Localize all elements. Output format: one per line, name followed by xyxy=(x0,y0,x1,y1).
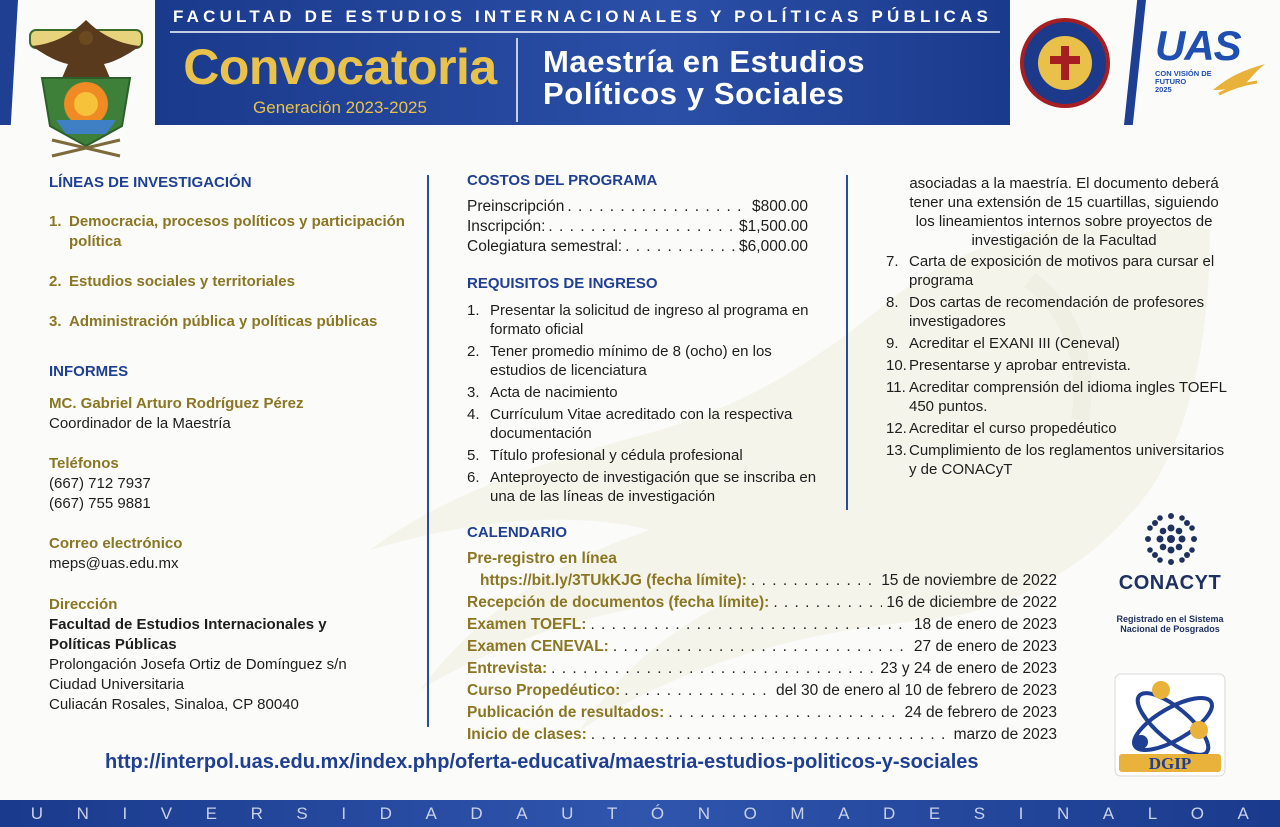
email-label: Correo electrónico xyxy=(49,535,183,552)
research-lines-list xyxy=(49,212,419,352)
email-block xyxy=(49,534,419,574)
footer-letter: Ó xyxy=(650,804,665,823)
address-line-2: Ciudad Universitaria xyxy=(49,676,185,693)
calendar-row: Entrevista: . . . 23 y 24 de enero de 2023 xyxy=(467,658,1057,680)
calendar-row: Examen TOEFL: . . . 18 de enero de 2023 xyxy=(467,614,1057,636)
column-divider-2 xyxy=(846,175,848,510)
footer-letter: E xyxy=(205,804,218,823)
list-item: 1. Presentar la solicitud de ingreso al programa en formato oficial xyxy=(467,302,809,338)
program-url-link[interactable]: http://interpol.uas.edu.mx/index.php/oferta-educativa/maestria-estudios-politicos-y-sociales xyxy=(105,751,979,773)
requirements-title: REQUISITOS DE INGRESO xyxy=(467,275,658,292)
footer-letter: V xyxy=(160,804,173,823)
footer-letter: I xyxy=(1018,804,1024,823)
list-item: 4. Currículum Vitae acreditado con la respectiva documentación xyxy=(467,406,793,442)
conacyt-dots-icon xyxy=(1140,508,1202,570)
phone-number-2[interactable]: (667) 755 9881 xyxy=(49,495,151,512)
footer-letter: L xyxy=(1147,804,1158,823)
list-item: 11. Acreditar comprensión del idioma ingles TOEFL 450 puntos. xyxy=(886,379,1227,415)
footer-letter: O xyxy=(743,804,757,823)
footer-letter: N xyxy=(1056,804,1070,823)
faculty-name: FACULTAD DE ESTUDIOS INTERNACIONALES Y POLÍTICAS PÚBLICAS xyxy=(172,7,992,26)
list-item: 2. Tener promedio mínimo de 8 (ocho) en los estudios de licenciatura xyxy=(467,343,772,379)
footer-letter: O xyxy=(1190,804,1204,823)
footer-letter: M xyxy=(790,804,805,823)
footer-letter: D xyxy=(470,804,483,823)
list-item: 3. Acta de nacimiento xyxy=(467,384,618,401)
cost-row: Inscripción: . . . $1,500.00 xyxy=(467,217,808,237)
calendar-row: Curso Propedéutico: . . . del 30 de enero al 10 de febrero de 2023 xyxy=(467,680,1057,702)
requirements-list xyxy=(467,301,817,509)
address-line-1: Prolongación Josefa Ortiz de Domínguez s/n xyxy=(49,656,347,673)
uas-logo xyxy=(1155,22,1265,102)
calendar-row: https://bit.ly/3TUkKJG (fecha límite): . . . 15 de noviembre de 2022 xyxy=(480,570,1057,592)
footer-letter: U xyxy=(561,804,574,823)
footer-university-name xyxy=(0,804,1280,824)
uas-logo-word: UAS xyxy=(1155,22,1241,69)
footer-letter: S xyxy=(296,804,308,823)
calendar-row: Publicación de resultados: . . . 24 de febrero de 2023 xyxy=(467,702,1057,724)
generation-label: Generación 2023-2025 xyxy=(253,98,427,117)
phone-number-1[interactable]: (667) 712 7937 xyxy=(49,475,151,492)
list-item: 9. Acreditar el EXANI III (Ceneval) xyxy=(886,335,1120,352)
phones-label: Teléfonos xyxy=(49,455,119,472)
address-block xyxy=(49,595,419,715)
list-item: 8. Dos cartas de recomendación de profesores investigadores xyxy=(886,294,1205,330)
program-name xyxy=(543,46,1003,110)
address-org: Facultad de Estudios Internacionales y Políticas Públicas xyxy=(49,616,327,653)
footer-letter: S xyxy=(973,804,986,823)
university-crest-icon xyxy=(22,8,150,158)
requirement-6-continuation: asociadas a la maestría. El documento deberá tener una extensión de 15 cuartillas, siguiendo los lineamientos internos sobre proyectos de investigación de la Facultad xyxy=(909,175,1219,249)
dgip-logo-icon xyxy=(1113,672,1227,778)
footer-letter: N xyxy=(697,804,710,823)
coordinator-block xyxy=(49,394,419,434)
faculty-seal-icon xyxy=(1020,18,1110,108)
list-item: 12. Acreditar el curso propedéutico xyxy=(886,420,1117,437)
cost-row: Preinscripción . . . $800.00 xyxy=(467,197,808,217)
phones-block xyxy=(49,454,419,514)
footer-letter: I xyxy=(122,804,128,823)
email-link[interactable]: meps@uas.edu.mx xyxy=(49,555,179,572)
footer-letter: U xyxy=(30,804,44,823)
list-item: 3. Administración pública y políticas públicas xyxy=(49,313,378,330)
footer-letter: A xyxy=(1237,804,1249,823)
list-item: 13. Cumplimiento de los reglamentos universitarios y de CONACyT xyxy=(886,442,1225,478)
coordinator-role: Coordinador de la Maestría xyxy=(49,415,231,432)
program-name-line1: Maestría en Estudios xyxy=(543,44,866,79)
list-item: 10. Presentarse y aprobar entrevista. xyxy=(886,357,1131,374)
conacyt-registered: Registrado en el Sistema Nacional de Posgrados xyxy=(1116,614,1224,634)
coordinator-name: MC. Gabriel Arturo Rodríguez Pérez xyxy=(49,395,304,412)
footer-letter: A xyxy=(425,804,437,823)
column-divider-1 xyxy=(427,175,429,727)
footer-letter: D xyxy=(883,804,896,823)
list-item: 6. Anteproyecto de investigación que se inscriba en una de las líneas de investigación xyxy=(467,469,817,505)
cost-row: Colegiatura semestral: . . . $6,000.00 xyxy=(467,237,808,257)
footer-letter: T xyxy=(606,804,618,823)
calendar-row: Examen CENEVAL: . . . 27 de enero de 2023 xyxy=(467,636,1057,658)
footer-letter: E xyxy=(928,804,941,823)
footer-letter: A xyxy=(1102,804,1115,823)
header-left-accent xyxy=(0,0,18,125)
header-vertical-divider xyxy=(516,38,518,122)
list-item: 2. Estudios sociales y territoriales xyxy=(49,273,295,290)
header-right-accent xyxy=(1124,0,1146,125)
footer-letter: D xyxy=(379,804,392,823)
footer-letter: A xyxy=(516,804,528,823)
program-name-line2: Políticos y Sociales xyxy=(543,76,845,111)
footer-letter: N xyxy=(76,804,89,823)
calendar-row: Inicio de clases: . . . marzo de 2023 xyxy=(467,724,1057,746)
address-label: Dirección xyxy=(49,596,118,613)
page-title: Convocatoria xyxy=(183,39,497,95)
research-lines-title: LÍNEAS DE INVESTIGACIÓN xyxy=(49,174,252,191)
informes-title: INFORMES xyxy=(49,363,129,380)
dgip-text: DGIP xyxy=(1148,754,1192,773)
footer-letter: R xyxy=(250,804,263,823)
eagle-wing-icon xyxy=(1211,60,1267,96)
calendar-title: CALENDARIO xyxy=(467,524,567,541)
preregistration-label: Pre-registro en línea xyxy=(467,550,617,567)
calendar-row: Recepción de documentos (fecha límite): . . . 16 de diciembre de 2022 xyxy=(467,592,1057,614)
preregistration-link[interactable]: https://bit.ly/3TUkKJG (fecha límite): xyxy=(480,572,747,589)
requirements-list-continued xyxy=(886,252,1231,482)
conacyt-name: CONACYT xyxy=(1118,572,1222,594)
list-item: 7. Carta de exposición de motivos para cursar el programa xyxy=(886,253,1215,289)
costs-title: COSTOS DEL PROGRAMA xyxy=(467,172,658,189)
header-divider xyxy=(170,31,1000,33)
list-item: 5. Título profesional y cédula profesional xyxy=(467,447,743,464)
list-item: 1. Democracia, procesos políticos y participación política xyxy=(49,213,405,250)
address-line-3: Culiacán Rosales, Sinaloa, CP 80040 xyxy=(49,696,299,713)
footer-letter: A xyxy=(838,804,850,823)
uas-logo-tagline: CON VISIÓN DE FUTURO 2025 xyxy=(1155,69,1212,94)
footer-letter: I xyxy=(341,804,347,823)
